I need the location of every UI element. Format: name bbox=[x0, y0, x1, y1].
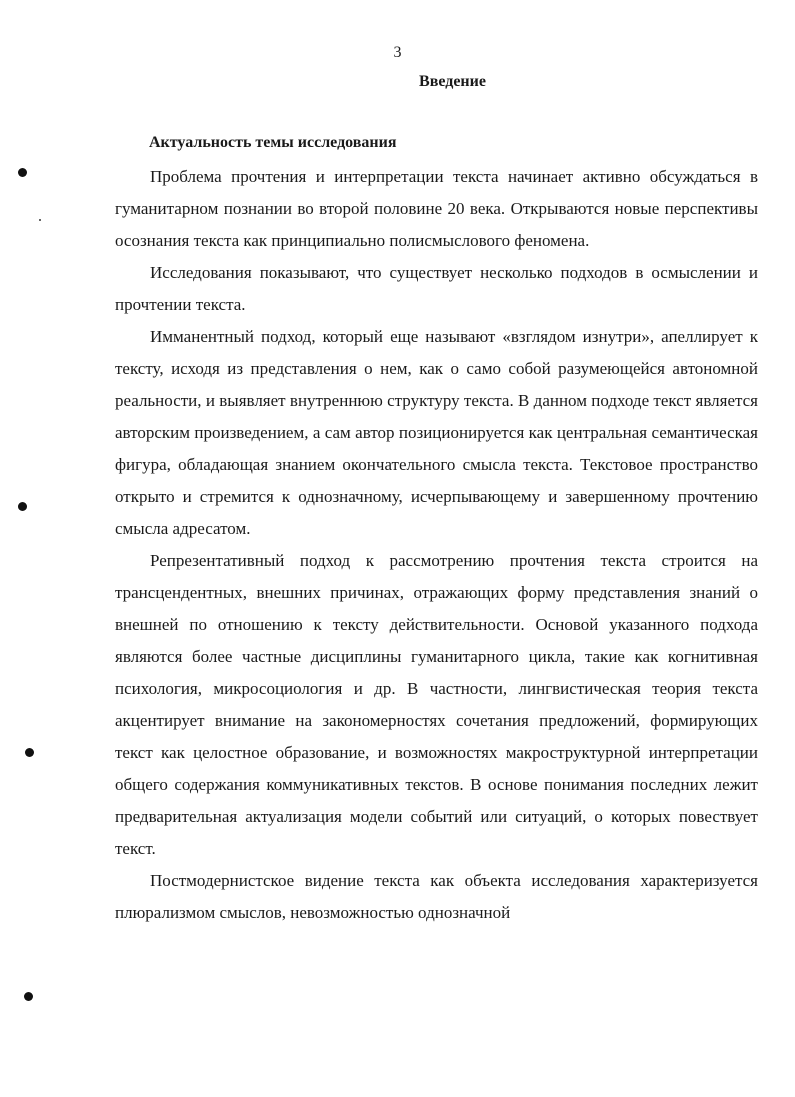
punch-hole-mark bbox=[18, 168, 27, 177]
paragraph-1: Проблема прочтения и интерпретации текста начинает активно обсуждаться в гуманитарном познании во второй половине 20 века. Открываются новые перспективы осознания текста как принципиально полисмыслового феномена. bbox=[115, 167, 758, 250]
paragraph-3: Имманентный подход, который еще называют «взглядом изнутри», апеллирует к тексту, исходя из представления о нем, как о само собой разумеющейся автономной реальности, и выявляет внутреннюю структуру текста. В данном подходе текст является авторским произведением, а сам автор позиционируется как центральная семантическая фигура, обладающая знанием окончательного смысла текста. Текстовое пространство открыто и стремится к однозначному, исчерпывающему и завершенному прочтению смысла адресатом. bbox=[115, 327, 758, 538]
body-text bbox=[115, 161, 758, 929]
scan-speck bbox=[39, 219, 41, 221]
paragraph-5: Постмодернистское видение текста как объекта исследования характеризуется плюрализмом смыслов, невозможностью однозначной bbox=[115, 871, 758, 922]
section-heading: Актуальность темы исследования bbox=[149, 134, 397, 151]
punch-hole-mark bbox=[25, 748, 34, 757]
paragraph-2: Исследования показывают, что существует несколько подходов в осмыслении и прочтении текста. bbox=[115, 263, 758, 314]
page-number: 3 bbox=[393, 44, 402, 61]
punch-hole-mark bbox=[24, 992, 33, 1001]
page-title: Введение bbox=[419, 73, 486, 90]
punch-hole-mark bbox=[18, 502, 27, 511]
paragraph-4: Репрезентативный подход к рассмотрению прочтения текста строится на трансцендентных, внешних причинах, отражающих форму представления знаний о внешней по отношению к тексту действительности. Основой указанного подхода являются более частные дисциплины гуманитарного цикла, такие как когнитивная психология, микросоциология и др. В частности, лингвистическая теория текста акцентирует внимание на закономерностях сочетания предложений, формирующих текст как целостное образование, и возможностях макроструктурной интерпретации общего содержания коммуникативных текстов. В основе понимания последних лежит предварительная актуализация модели событий или ситуаций, о которых повествует текст. bbox=[115, 551, 758, 858]
